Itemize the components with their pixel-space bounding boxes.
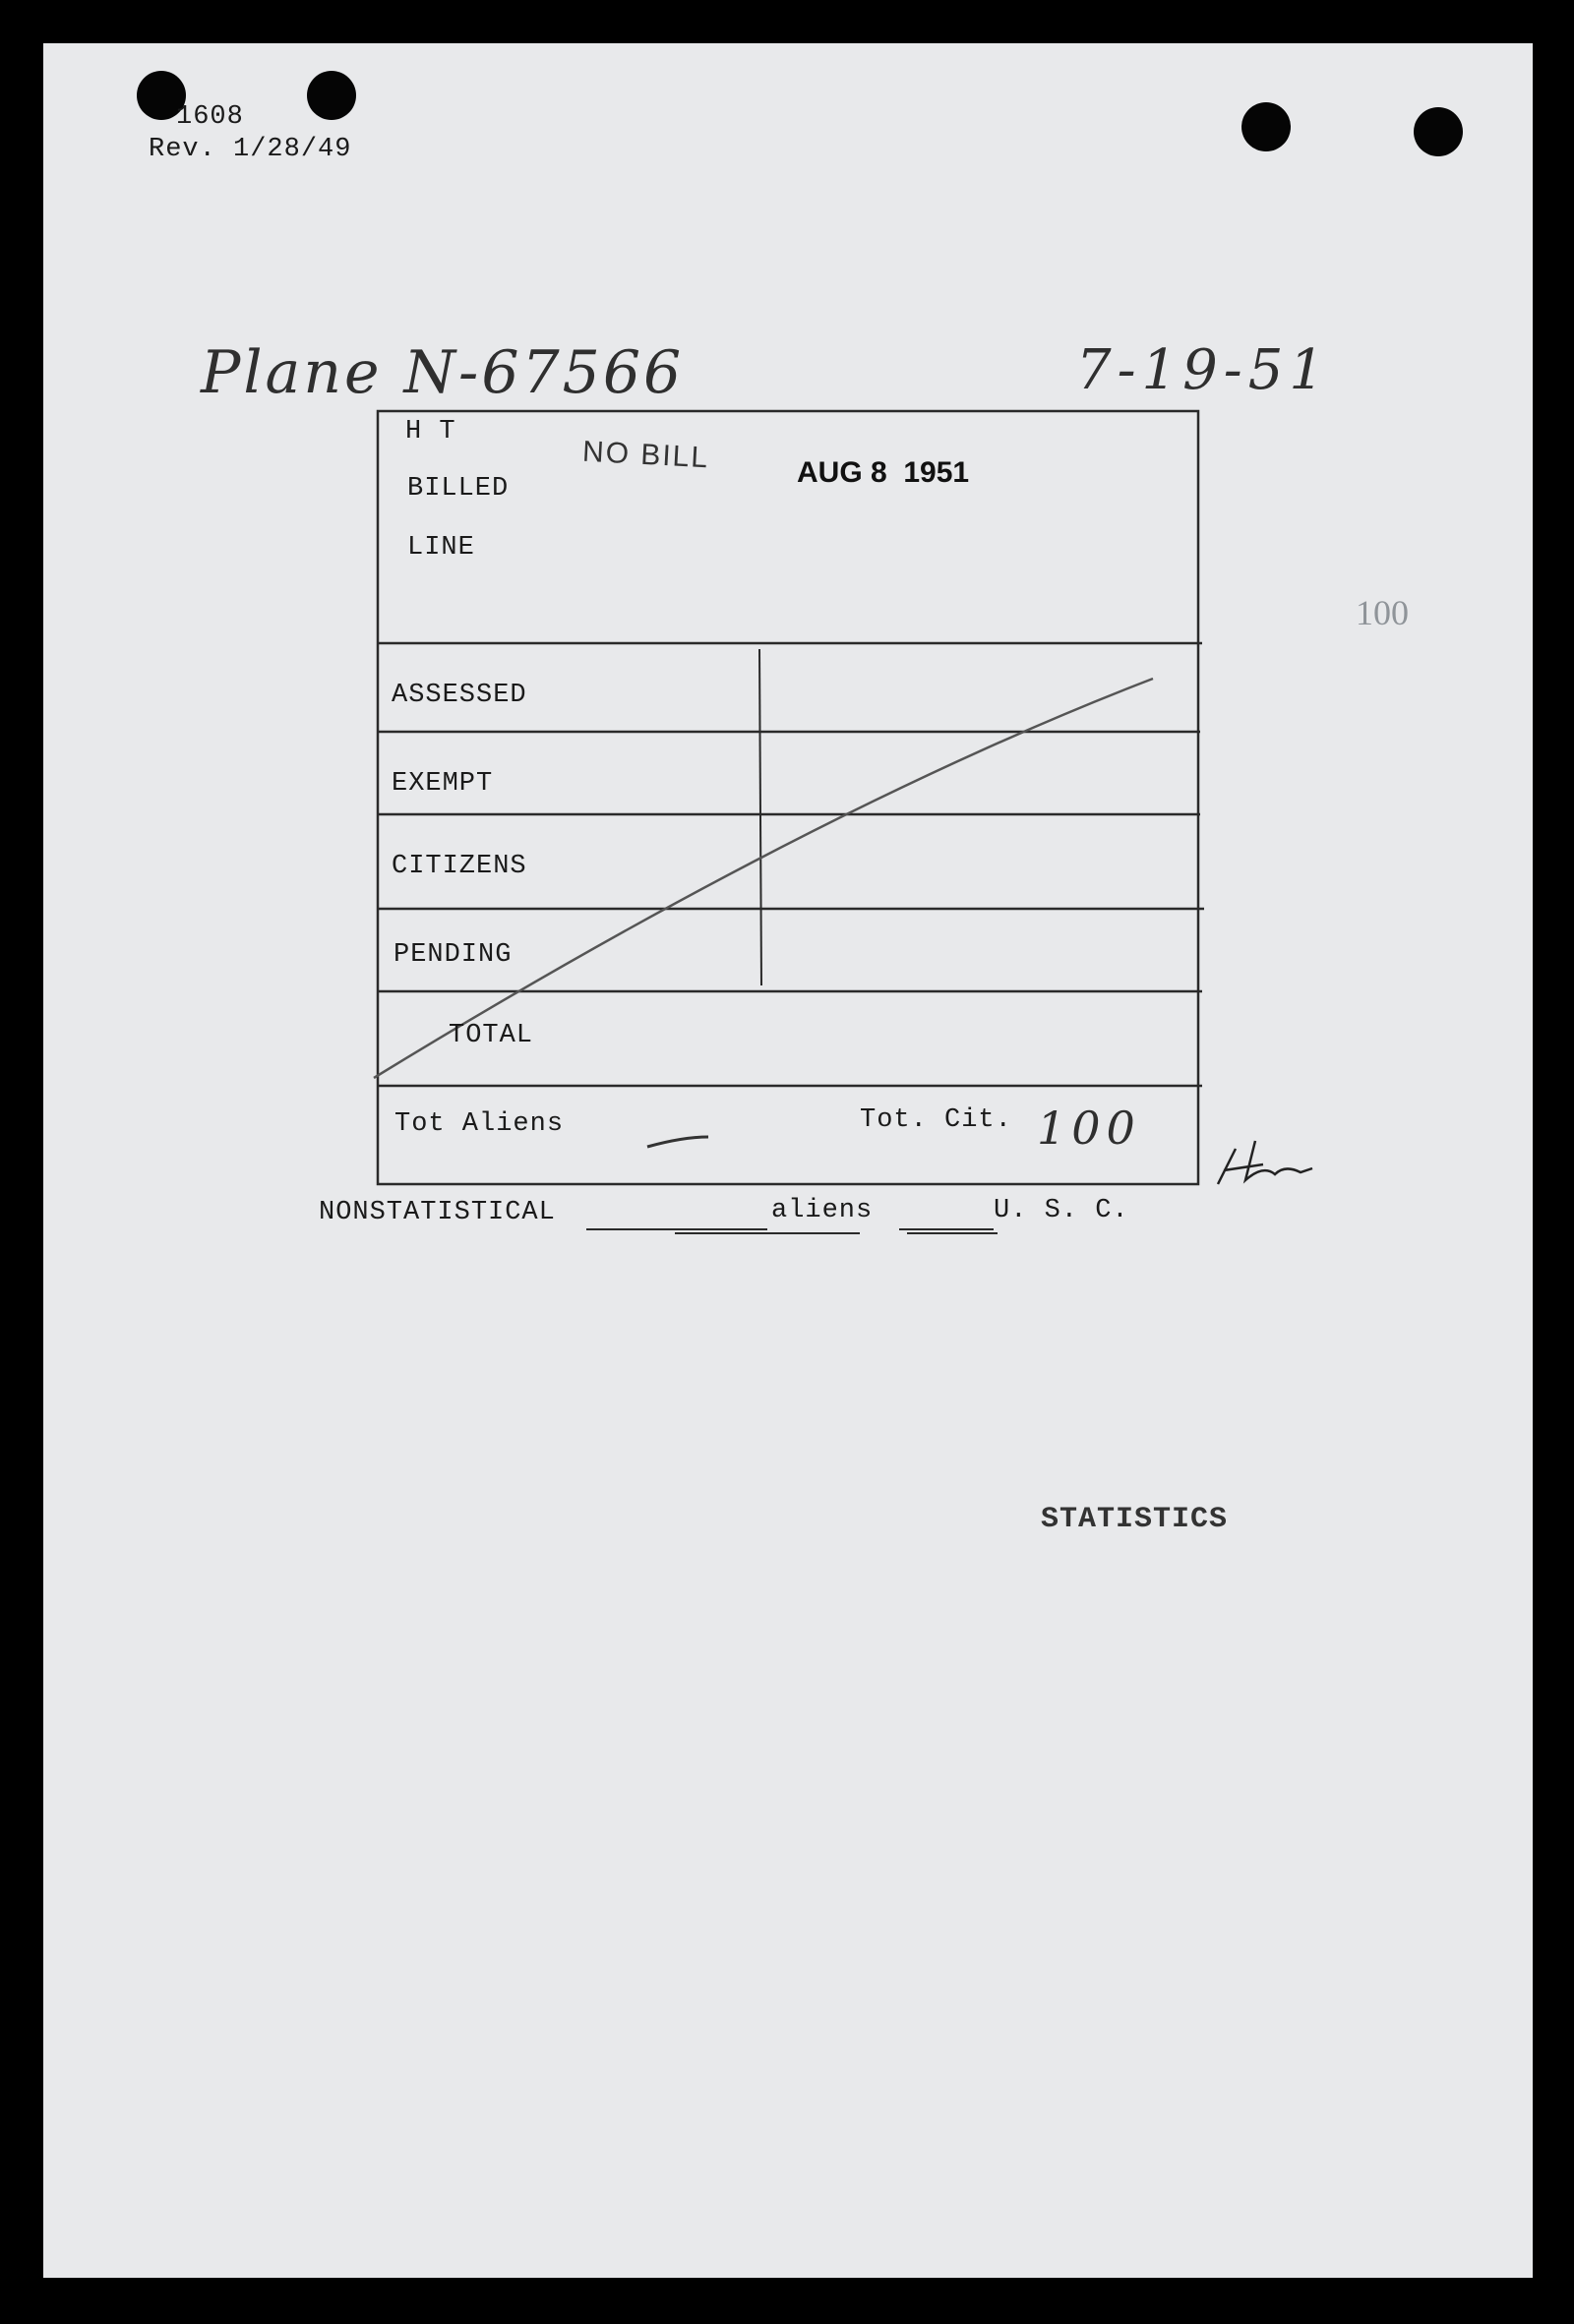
box-header-billed: BILLED: [407, 474, 510, 504]
tot-aliens-label: Tot Aliens: [394, 1109, 565, 1139]
aliens-label: aliens: [771, 1196, 874, 1225]
form-revision: Rev. 1/28/49: [149, 135, 352, 164]
row-exempt: EXEMPT: [392, 769, 494, 799]
row-citizens: CITIZENS: [392, 852, 527, 881]
margin-number: 100: [1356, 593, 1409, 632]
form-number: 1608: [176, 102, 244, 132]
usc-label: U. S. C.: [994, 1196, 1129, 1225]
date-handwriting: 7-19-51: [1076, 338, 1330, 402]
row-pending: PENDING: [394, 940, 513, 970]
footer-blanks: [43, 43, 1533, 2278]
box-header-line: LINE: [407, 533, 475, 563]
row-assessed: ASSESSED: [392, 681, 527, 710]
box-header-ht: H T: [405, 417, 456, 447]
statistics-stamp: STATISTICS: [1041, 1503, 1229, 1536]
tot-cit-label: Tot. Cit.: [860, 1105, 1012, 1135]
document-page: [43, 43, 1533, 2278]
plane-handwriting: Plane N-67566: [201, 338, 685, 407]
received-date-stamp: AUG 8 1951: [797, 456, 970, 489]
no-bill-stamp: NO BILL: [581, 435, 710, 475]
tot-cit-value: 100: [1037, 1102, 1141, 1155]
row-total: TOTAL: [449, 1021, 534, 1050]
nonstatistical-label: NONSTATISTICAL: [319, 1198, 556, 1227]
